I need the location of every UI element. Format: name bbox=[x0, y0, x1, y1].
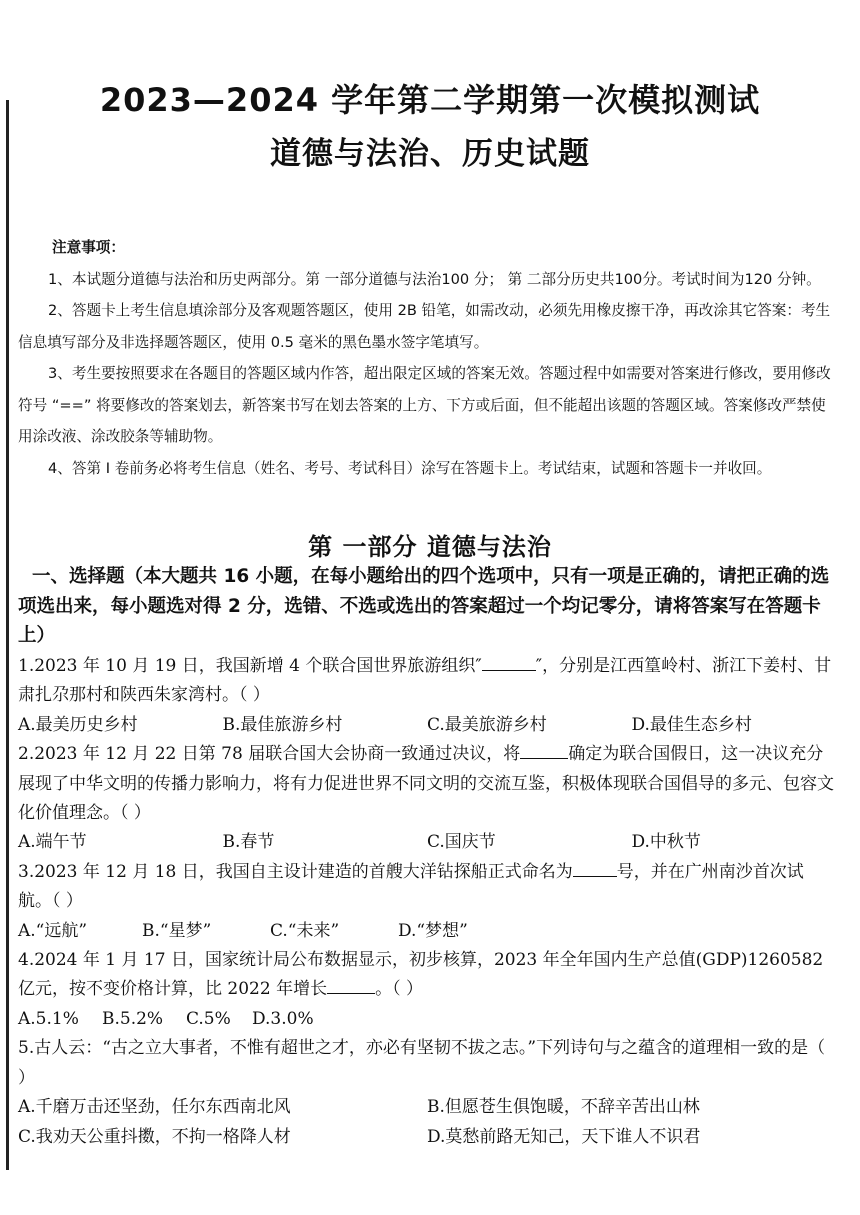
question-options bbox=[18, 1093, 836, 1122]
note-item: 2、答题卡上考生信息填涂部分及客观题答题区，使用 2B 铅笔，如需改动，必须先用橡皮擦干净，再改涂其它答案：考生信息填写部分及非选择题答题区，使用 0.5 毫米的黑色墨水签字笔填写。 bbox=[18, 302, 831, 351]
part-title: 第 一部分 道德与法治 bbox=[308, 533, 552, 561]
note-item: 4、答第 Ⅰ 卷前务必将考生信息（姓名、考号、考试科目）涂写在答题卡上。考试结束，试题和答题卡一并收回。 bbox=[48, 459, 772, 477]
option: C.“未来” bbox=[270, 920, 340, 941]
option: A.5.1% bbox=[18, 1008, 79, 1029]
option: D.最佳生态乡村 bbox=[631, 714, 752, 735]
question-stem: 4.2024 年 1 月 17 日，国家统计局公布数据显示，初步核算，2023 年全年国内生产总值(GDP)1260582 亿元，按不变价格计算，比 2022 年增长 。（ ） bbox=[18, 950, 824, 1000]
notes-heading: 注意事项： bbox=[52, 239, 125, 256]
notes-block bbox=[18, 232, 833, 484]
option: D.“梦想” bbox=[398, 920, 468, 941]
question-stem: 2.2023 年 12 月 22 日第 78 届联合国大会协商一致通过决议，将 确定为联合国假日，这一决议充分展现了中华文明的传播力影响力，将有力促进世界不同文明的交流互鉴，积极体现联合国倡导的多元、包容文化价值理念。（ ） bbox=[18, 740, 836, 828]
answer-blank bbox=[520, 740, 568, 759]
answer-blank bbox=[327, 975, 375, 994]
option: B.但愿苍生俱饱暖，不辞辛苦出山林 bbox=[427, 1097, 700, 1118]
answer-blank bbox=[482, 652, 536, 671]
option: B.5.2% bbox=[102, 1008, 164, 1029]
question-stem: 3.2023 年 12 月 18 日，我国自主设计建造的首艘大洋钻探船正式命名为 号，并在广州南沙首次试航。（ ） bbox=[18, 858, 836, 917]
exam-title: 2023—2024 学年第二学期第一次模拟测试 bbox=[99, 81, 761, 119]
question-options bbox=[18, 711, 836, 740]
option: B.春节 bbox=[222, 832, 275, 853]
note-item: 1、本试题分道德与法治和历史两部分。第 一部分道德与法治100 分； 第 二部分历史共100分。考试时间为120 分钟。 bbox=[48, 270, 821, 288]
option: A.“远航” bbox=[18, 920, 88, 941]
left-margin-bar bbox=[6, 100, 9, 1170]
question-options bbox=[18, 1123, 836, 1152]
option: D.莫愁前路无知己，天下谁人不识君 bbox=[427, 1126, 701, 1147]
option: D.中秋节 bbox=[631, 832, 701, 853]
exam-subtitle: 道德与法治、历史试题 bbox=[270, 136, 590, 172]
option: B.最佳旅游乡村 bbox=[222, 714, 343, 735]
question-options bbox=[18, 917, 836, 946]
option: A.端午节 bbox=[18, 832, 87, 853]
option: C.最美旅游乡村 bbox=[427, 714, 547, 735]
question-options bbox=[18, 828, 836, 857]
option: A.千磨万击还坚劲，任尔东西南北风 bbox=[18, 1097, 291, 1118]
question-stem: 1.2023 年 10 月 19 日，我国新增 4 个联合国世界旅游组织″ ″，分别是江西篁岭村、浙江下姜村、甘肃扎尕那村和陕西朱家湾村。（ ） bbox=[18, 652, 836, 711]
question-stem: 5.古人云：“古之立大事者，不惟有超世之才，亦必有坚韧不拔之志。”下列诗句与之蕴含的道理相一致的是（ ） bbox=[18, 1038, 826, 1088]
note-item: 3、考生要按照要求在各题目的答题区域内作答，超出限定区域的答案无效。答题过程中如需要对答案进行修改，要用修改符号 “==” 将要修改的答案划去，新答案书写在划去答案的上方、下方或后面，但不能超出该题的答题区域。答案修改严禁使用涂改液、涂改胶条等辅助物。 bbox=[18, 365, 831, 445]
option: C.我劝天公重抖擞，不拘一格降人材 bbox=[18, 1126, 291, 1147]
question-options bbox=[18, 1005, 836, 1034]
option: C.5% bbox=[186, 1008, 231, 1029]
answer-blank bbox=[573, 858, 617, 877]
question-list bbox=[18, 652, 836, 1152]
section-heading: 一、选择题（本大题共 16 小题，在每小题给出的四个选项中，只有一项是正确的，请把正确的选项选出来，每小题选对得 2 分，选错、不选或选出的答案超过一个均记零分，请将答案写在答题卡上） bbox=[18, 566, 830, 646]
option: C.国庆节 bbox=[427, 832, 496, 853]
option: B.“星梦” bbox=[142, 920, 212, 941]
option: D.3.0% bbox=[252, 1008, 314, 1029]
option: A.最美历史乡村 bbox=[18, 714, 138, 735]
